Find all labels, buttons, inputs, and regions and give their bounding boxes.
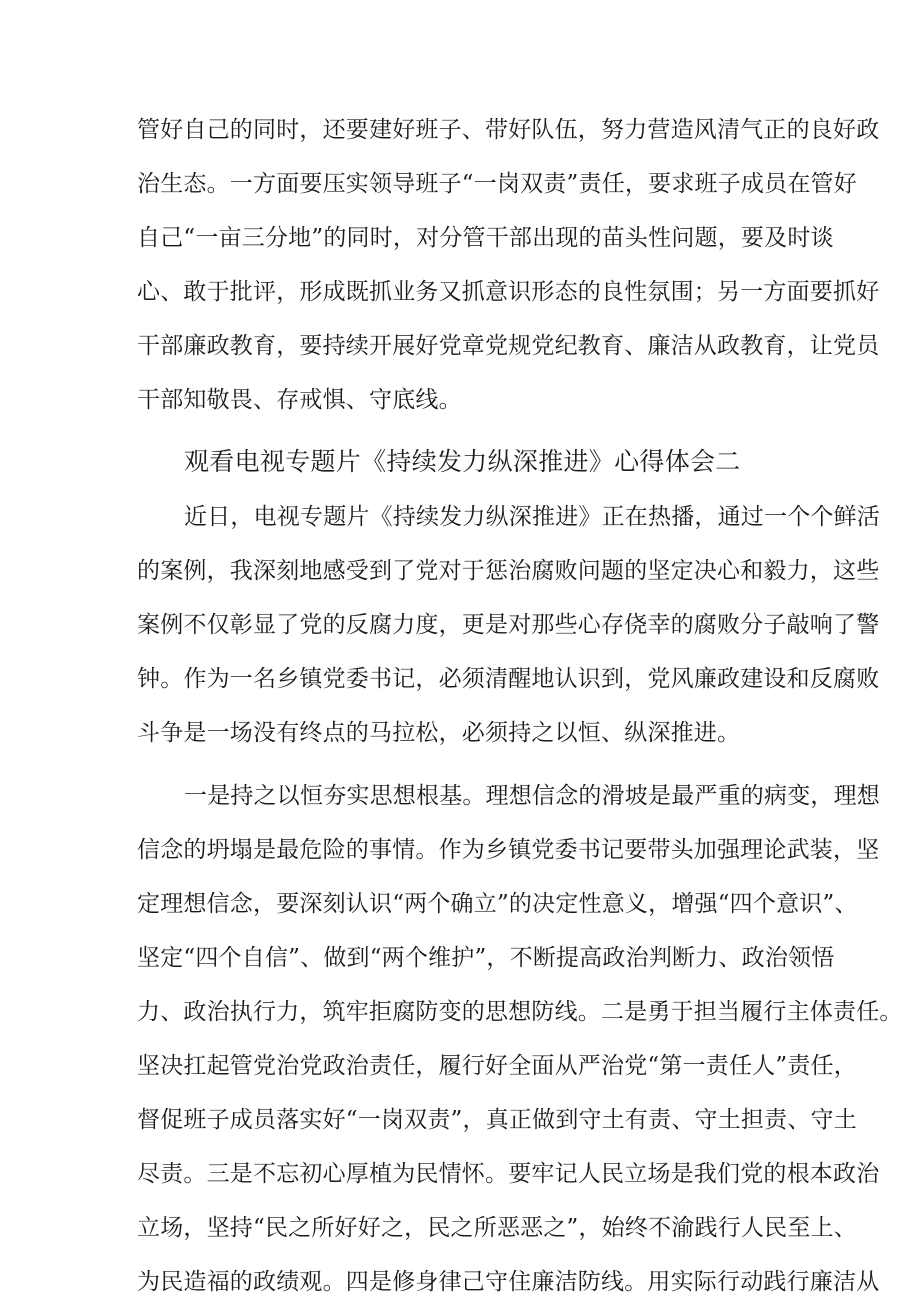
paragraph-line: 干部知敬畏、存戒惧、守底线。	[137, 387, 462, 413]
paragraph-line: 坚定“四个自信”、做到“两个维护”，不断提高政治判断力、政治领悟	[137, 945, 835, 971]
paragraph-line: 斗争是一场没有终点的马拉松，必须持之以恒、纵深推进。	[137, 720, 741, 746]
paragraph-line: 信念的坍塌是最危险的事情。作为乡镇党委书记要带头加强理论武装，坚	[137, 837, 880, 863]
paragraph-line: 自己“一亩三分地”的同时，对分管干部出现的苗头性问题，要及时谈	[137, 225, 834, 251]
paragraph-line: 为民造福的政绩观。四是修身律己守住廉洁防线。用实际行动践行廉洁从	[137, 1269, 880, 1295]
paragraph-line: 案例不仅彰显了党的反腐力度，更是对那些心存侥幸的腐败分子敲响了警	[137, 612, 880, 638]
paragraph-line: 力、政治执行力，筑牢拒腐防变的思想防线。二是勇于担当履行主体责任。	[137, 999, 903, 1025]
paragraph-line: 干部廉政教育，要持续开展好党章党规党纪教育、廉洁从政教育，让党员	[137, 333, 880, 359]
paragraph-line: 钟。作为一名乡镇党委书记，必须清醒地认识到，党风廉政建设和反腐败	[137, 666, 880, 692]
paragraph-line: 近日，电视专题片《持续发力纵深推进》正在热播，通过一个个鲜活	[184, 504, 880, 530]
paragraph-line: 心、敢于批评，形成既抓业务又抓意识形态的良性氛围；另一方面要抓好	[137, 279, 880, 305]
paragraph-line: 的案例，我深刻地感受到了党对于惩治腐败问题的坚定决心和毅力，这些	[137, 558, 880, 584]
paragraph-line: 治生态。一方面要压实领导班子“一岗双责”责任，要求班子成员在管好	[137, 171, 857, 197]
paragraph-line: 管好自己的同时，还要建好班子、带好队伍，努力营造风清气正的良好政	[137, 117, 880, 143]
paragraph-line: 定理想信念，要深刻认识“两个确立”的决定性意义，增强“四个意识”、	[137, 891, 858, 917]
paragraph-line: 一是持之以恒夯实思想根基。理想信念的滑坡是最严重的病变，理想	[184, 783, 880, 809]
paragraph-line: 坚决扛起管党治党政治责任，履行好全面从严治党“第一责任人”责任，	[137, 1053, 857, 1079]
paragraph-line: 督促班子成员落实好“一岗双责”，真正做到守土有责、守土担责、守土	[137, 1107, 857, 1133]
section-heading: 观看电视专题片《持续发力纵深推进》心得体会二	[184, 447, 741, 476]
paragraph-line: 立场，坚持“民之所好好之，民之所恶恶之”，始终不渝践行人民至上、	[137, 1215, 857, 1241]
paragraph-line: 尽责。三是不忘初心厚植为民情怀。要牢记人民立场是我们党的根本政治	[137, 1161, 880, 1187]
